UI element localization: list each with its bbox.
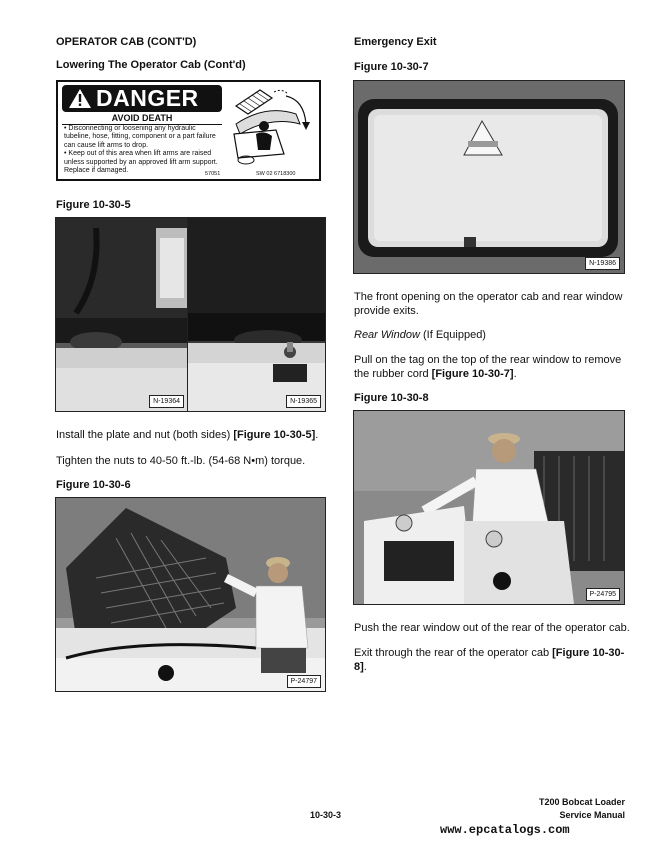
left-paragraph-2: Tighten the nuts to 40-50 ft.-lb. (54-68 N•m) torque. bbox=[56, 455, 306, 467]
right-paragraph-3: Pull on the tag on the top of the rear window to remove the rubber cord [Figure 10-30-7]. bbox=[354, 354, 622, 380]
figure-10-30-5-tag-a: N-19364 bbox=[149, 395, 184, 408]
right-paragraph-5: Exit through the rear of the operator cab [Figure 10-30- 8]. bbox=[354, 647, 625, 673]
danger-code-left: 57051 bbox=[205, 171, 221, 177]
figure-10-30-5-photo-b bbox=[187, 217, 326, 412]
figure-10-30-5-tag-b: N-19365 bbox=[286, 395, 321, 408]
page-number: 10-30-3 bbox=[310, 810, 342, 820]
danger-text bbox=[64, 125, 224, 175]
figure-10-30-8-tag: P-24795 bbox=[586, 588, 620, 601]
footer-product: T200 Bobcat Loader bbox=[538, 797, 625, 807]
danger-decal bbox=[56, 80, 321, 181]
figure-10-30-8-photo bbox=[353, 410, 625, 605]
figure-10-30-6-tag: P-24797 bbox=[287, 675, 321, 688]
section-title: OPERATOR CAB (CONT'D) bbox=[56, 36, 197, 48]
figure-10-30-6-label: Figure 10-30-6 bbox=[56, 479, 131, 491]
figure-ref-10-30-5: [Figure 10-30-5] bbox=[233, 429, 316, 441]
website-watermark[interactable]: www.epcatalogs.com bbox=[440, 823, 570, 837]
footer-manual: Service Manual bbox=[559, 810, 625, 820]
figure-10-30-7-photo bbox=[353, 80, 625, 274]
left-paragraph-1: Install the plate and nut (both sides) [Figure 10-30-5]. bbox=[56, 429, 319, 441]
danger-bullet-2: • Keep out of this area when lift arms are raised unless supported by an approved lift arm support. Replace if damaged. bbox=[64, 150, 218, 175]
figure-10-30-5-label: Figure 10-30-5 bbox=[56, 199, 131, 211]
emergency-exit-heading: Emergency Exit bbox=[354, 36, 437, 48]
rear-window-label: Rear Window bbox=[354, 329, 420, 341]
right-paragraph-1: The front opening on the operator cab and rear window provide exits. bbox=[354, 291, 623, 317]
danger-subtitle: AVOID DEATH bbox=[111, 113, 173, 123]
danger-header bbox=[62, 85, 222, 112]
danger-bullet-1: • Disconnecting or loosening any hydraulic tubeline, hose, fitting, component or a part failure can cause lift arms to drop. bbox=[64, 125, 216, 149]
right-paragraph-4: Push the rear window out of the rear of the operator cab. bbox=[354, 622, 630, 634]
loader-illustration-icon bbox=[226, 84, 318, 170]
danger-code-right: SW 02 6718300 bbox=[256, 171, 296, 177]
figure-10-30-7-tag: N-19386 bbox=[585, 257, 620, 270]
warning-triangle-icon bbox=[68, 88, 92, 109]
figure-10-30-6-photo bbox=[55, 497, 326, 692]
right-paragraph-2: Rear Window (If Equipped) bbox=[354, 329, 486, 341]
subtitle: Lowering The Operator Cab (Cont'd) bbox=[56, 59, 246, 71]
figure-ref-10-30-7: [Figure 10-30-7] bbox=[431, 368, 514, 380]
figure-10-30-7-label: Figure 10-30-7 bbox=[354, 61, 429, 73]
figure-10-30-5-photo-a bbox=[55, 217, 189, 412]
figure-ref-10-30-8: [Figure 10-30- bbox=[552, 647, 625, 659]
danger-title: DANGER bbox=[96, 85, 199, 111]
figure-10-30-8-label: Figure 10-30-8 bbox=[354, 392, 429, 404]
